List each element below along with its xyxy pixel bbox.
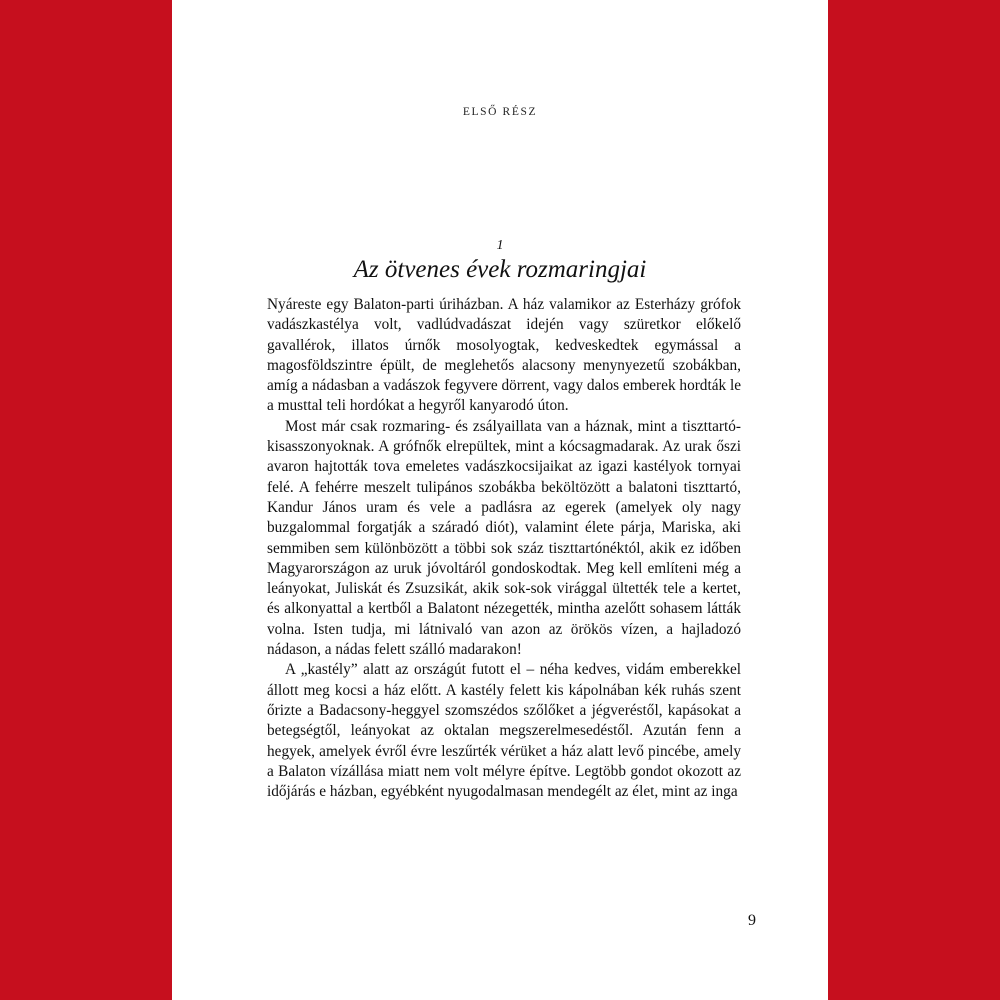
running-head: ELSŐ RÉSZ	[462, 106, 538, 118]
book-page	[172, 0, 828, 1000]
page-number: 9	[748, 912, 756, 929]
chapter-title: Az ötvenes évek rozmaringjai	[353, 256, 647, 283]
chapter-number: 1	[496, 238, 504, 253]
paragraph: Most már csak rozmaring- és zsályaillata van a háznak, mint a tiszttartó-kisasszonyoknak. A grófnők elrepültek, mint a kócsagmadarak. Az urak őszi avaron hajtották tova emeletes vadászkocsijaikat az igazi kastélyok tornyai felé. A fehérre meszelt tulipános szobákba beköltözött a balatoni tiszttartó, Kandur János uram és vele a padlásra az egerek (amelyek oly nagy buzgalommal forgatják a száradó diót), valamint élete párja, Mariska, aki semmiben sem különbözött a többi sok száz tiszttartónéktól, akik ez időben Magyarországon az uruk jóvoltáról gondoskodtak. Meg kell említeni még a leányokat, Juliskát és Zsuzsikát, akik sok-sok virággal ültették tele a kertet, és alkonyattal a kertből a Balatont nézegették, mintha azelőtt sohasem látták volna. Isten tudja, mi látnivaló van azon az örökös vízen, a hajladozó nádason, a nádas felett szálló madarakon!	[267, 417, 741, 659]
paragraph: Nyáreste egy Balaton-parti úriházban. A ház valamikor az Esterházy grófok vadászkastélya volt, vadlúdvadászat idején vagy szüretkor előkelő gavallérok, illatos úrnők mosolyogtak, kedveskedtek egymással a magosföldszintre épült, de meglehetős alacsony menynyezetű szobákban, amíg a nádasban a vadászok fegyvere dörrent, vagy dalos emberek hordták le a musttal teli hordókat a hegyről kanyarodó úton.	[267, 296, 742, 415]
paragraph: A „kastély” alatt az országút futott el – néha kedves, vidám emberekkel állott meg kocsi a ház előtt. A kastély felett kis kápolnában kék ruhás szent őrizte a Badacsony-heggyel szomszédos szőlőket a jégveréstől, kapásokat a betegségtől, leányokat az oktalan megszerelmesedéstől. Azután fenn a hegyek, amelyek évről évre leszűrték vérüket a ház alatt levő pincébe, amely a Balaton vízállása miatt nem volt mélyre építve. Legtöbb gondot okozott az időjárás e házban, egyébként nyugodalmasan mendegélt az élet, mint az inga	[267, 661, 741, 801]
body-text	[267, 295, 741, 802]
